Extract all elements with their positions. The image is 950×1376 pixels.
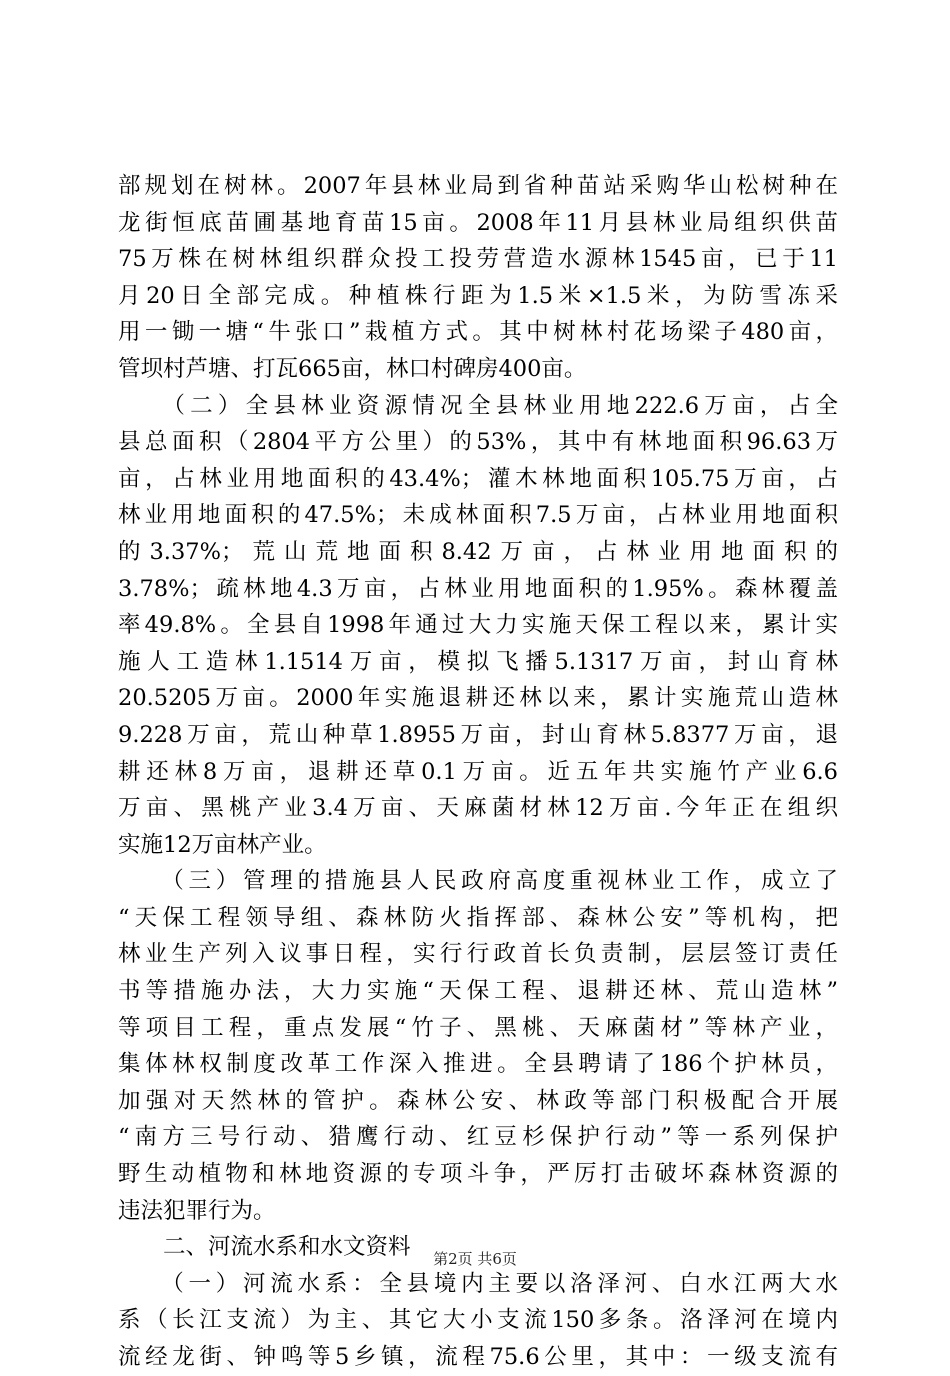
text-line: 集体林权制度改革工作深入推进。全县聘请了186个护林员， [118,1051,838,1078]
text-line: （一）河流水系：全县境内主要以洛泽河、白水江两大水 [118,1270,838,1297]
text-line: 县总面积（2804平方公里）的53%，其中有林地面积96.63万 [118,429,838,456]
text-line: “南方三号行动、猎鹰行动、红豆杉保护行动”等一系列保护 [118,1124,838,1151]
text-line: 施人工造林1.1514万亩，模拟飞播5.1317万亩，封山育林 [118,648,838,675]
text-line: 林业生产列入议事日程，实行行政首长负责制，层层签订责任 [118,941,838,968]
text-line: 管坝村芦塘、打瓦665亩，林口村碑房400亩。 [118,355,587,382]
text-line: 加强对天然林的管护。森林公安、林政等部门积极配合开展 [118,1087,838,1114]
text-line: 流经龙街、钟鸣等5乡镇，流程75.6公里，其中：一级支流有 [118,1344,838,1370]
text-line: 系（长江支流）为主、其它大小支流150多条。洛泽河在境内 [118,1307,838,1334]
text-line: 75万株在树林组织群众投工投劳营造水源林1545亩，已于11 [118,246,838,273]
text-line: 20.5205万亩。2000年实施退耕还林以来，累计实施荒山造林 [118,685,838,712]
text-line: 等项目工程，重点发展“竹子、黑桃、天麻菌材”等林产业， [118,1014,838,1041]
text-line: 3.78%；疏林地4.3万亩，占林业用地面积的1.95%。森林覆盖 [118,575,838,602]
text-line: 亩，占林业用地面积的43.4%；灌木林地面积105.75万亩，占 [118,465,838,492]
text-line: 违法犯罪行为。 [118,1197,276,1224]
text-line: 实施12万亩林产业。 [118,831,327,858]
text-line: 野生动植物和林地资源的专项斗争，严厉打击破坏森林资源的 [118,1161,838,1188]
text-line: （二）全县林业资源情况全县林业用地222.6万亩，占全 [118,392,838,419]
text-line: 龙街恒底苗圃基地育苗15亩。2008年11月县林业局组织供苗 [118,209,838,236]
text-line: 月20日全部完成。种植株行距为1.5米×1.5米，为防雪冻采 [118,282,838,309]
text-line: 万亩、黑桃产业3.4万亩、天麻菌材林12万亩.今年正在组织 [118,795,838,822]
text-line: 林业用地面积的47.5%；未成林面积7.5万亩，占林业用地面积 [118,502,838,529]
text-line: 耕还林8万亩，退耕还草0.1万亩。近五年共实施竹产业6.6 [118,758,838,785]
text-line: 率49.8%。全县自1998年通过大力实施天保工程以来，累计实 [118,612,838,639]
text-line: 二、河流水系和水文资料 [118,1234,411,1261]
text-line: “天保工程领导组、森林防火指挥部、森林公安”等机构，把 [118,904,838,931]
page-footer: 第2页 共6页 [433,1250,517,1268]
text-line: 用一锄一塘“牛张口”栽植方式。其中树林村花场梁子480亩， [118,319,838,346]
text-line: 部规划在树林。2007年县林业局到省种苗站采购华山松树种在 [118,173,838,199]
body-text [118,168,838,1376]
text-line: 9.228万亩，荒山种草1.8955万亩，封山育林5.8377万亩，退 [118,721,838,748]
text-line: （三）管理的措施县人民政府高度重视林业工作，成立了 [118,868,838,895]
text-line: 书等措施办法，大力实施“天保工程、退耕还林、荒山造林” [118,978,838,1005]
text-line: 的3.37%；荒山荒地面积8.42万亩，占林业用地面积的 [118,538,838,565]
